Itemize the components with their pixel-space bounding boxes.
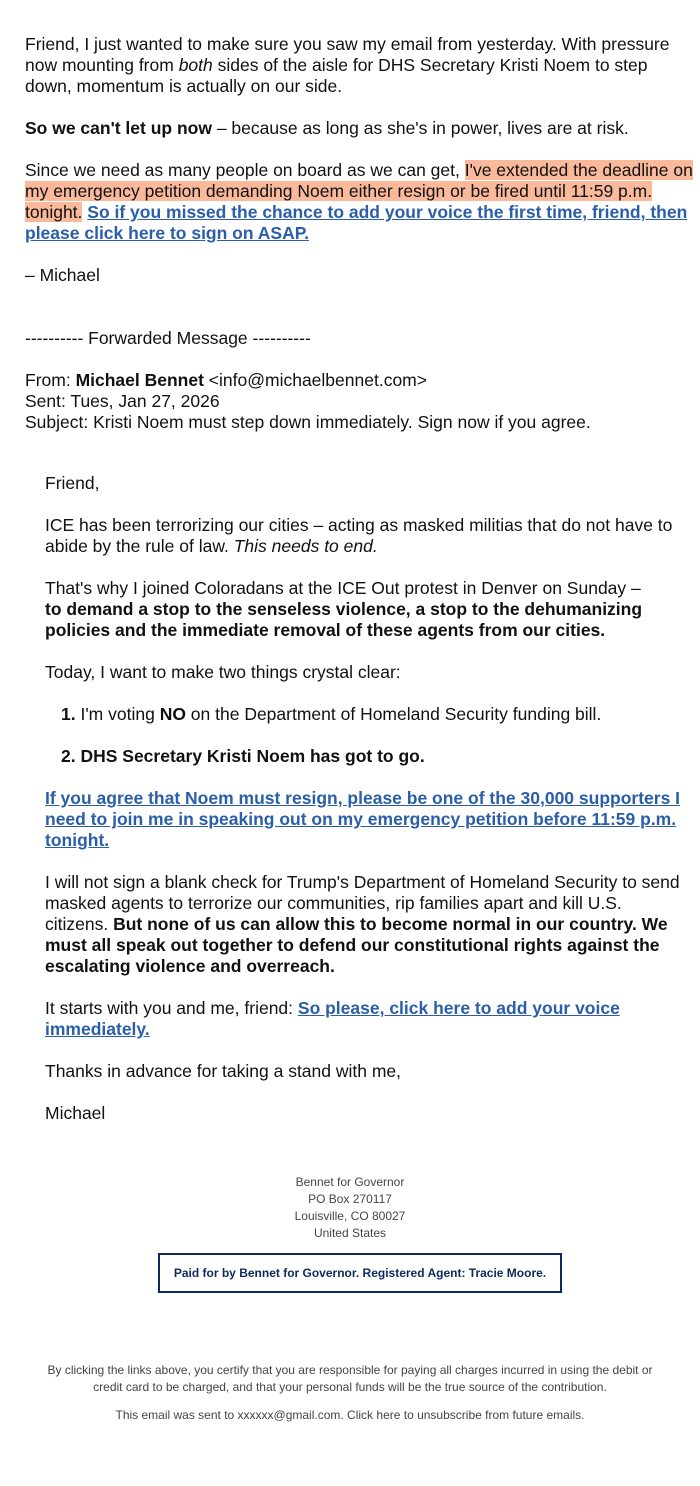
- petition-link-paragraph: [45, 788, 685, 851]
- highlighted-deadline-text: I've extended the deadline on my emergency petition demanding Noem either resign or be fired until 11:59 p.m. tonight.: [25, 160, 693, 222]
- body-signature: Michael: [45, 1103, 106, 1123]
- body-paragraph-3: Today, I want to make two things crystal clear:: [45, 662, 401, 682]
- body-paragraph-2: That's why I joined Coloradans at the ICE Out protest in Denver on Sunday – to demand a stop to the senseless violence, a stop to the dehumanizing policies and the immediate removal of these agents from our cities.: [45, 578, 643, 640]
- intro-paragraph-3: Since we need as many people on board as we can get, I've extended the deadline on my emergency petition demanding Noem either resign or be fired until 11:59 p.m. tonight. So if you missed the chance to add your voice the first time, friend, then please click here to sign on ASAP.: [25, 160, 693, 243]
- list-item-2: 2. DHS Secretary Kristi Noem has got to go.: [61, 746, 425, 766]
- forwarded-body: [45, 473, 685, 1124]
- sign-petition-link[interactable]: So if you missed the chance to add your voice the first time, friend, then please click here to sign on ASAP.: [25, 202, 688, 243]
- intro-paragraph-2: So we can't let up now – because as long as she's in power, lives are at risk.: [25, 118, 629, 138]
- forwarded-divider: ---------- Forwarded Message ----------: [25, 328, 311, 348]
- body-paragraph-4: I will not sign a blank check for Trump's Department of Homeland Security to send masked agents to terrorize our communities, rip families apart and kill U.S. citizens. But none of us can allow this to become normal in our country. We must all speak out together to defend our constitutional rights against the escalating violence and overreach.: [45, 872, 680, 976]
- sender-email: <info@michaelbennet.com>: [203, 370, 427, 390]
- forwarded-sent-date: Sent: Tues, Jan 27, 2026: [25, 391, 220, 411]
- petition-link[interactable]: If you agree that Noem must resign, please be one of the 30,000 supporters I need to join me in speaking out on my emergency petition before 11:59 p.m. tonight.: [45, 788, 681, 850]
- body-thanks: Thanks in advance for taking a stand with me,: [45, 1061, 402, 1081]
- email-intro: [25, 34, 695, 433]
- body-paragraph-5: It starts with you and me, friend: So please, click here to add your voice immediately.: [45, 998, 620, 1039]
- intro-signoff: – Michael: [25, 265, 100, 285]
- body-greeting: Friend,: [45, 473, 100, 493]
- intro-paragraph-1: Friend, I just wanted to make sure you saw my email from yesterday. With pressure now mounting from both sides of the aisle for DHS Secretary Kristi Noem to step down, momentum is actually on our side.: [25, 34, 670, 96]
- paid-for-disclaimer-box: Paid for by Bennet for Governor. Registered Agent: Tracie Moore.: [158, 1253, 562, 1293]
- list-item-1: 1. I'm voting NO on the Department of Homeland Security funding bill.: [61, 704, 602, 724]
- forwarded-subject: Subject: Kristi Noem must step down immediately. Sign now if you agree.: [25, 412, 591, 432]
- add-voice-link[interactable]: So please, click here to add your voice immediately.: [45, 998, 620, 1039]
- emphasis-both: both: [178, 55, 213, 75]
- forwarded-from: From: Michael Bennet <info@michaelbennet.com>: [25, 370, 427, 390]
- sender-name: Michael Bennet: [75, 370, 204, 390]
- body-paragraph-1: ICE has been terrorizing our cities – acting as masked militias that do not have to abide by the rule of law. This needs to end.: [45, 515, 673, 556]
- legal-disclaimer: By clicking the links above, you certify that you are responsible for paying all charges incurred in using the debit or credit card to be charged, and that your personal funds will be the true source of the contribution.: [47, 1363, 653, 1394]
- mailing-address: Bennet for Governor PO Box 270117 Louisville, CO 80027 United States: [294, 1175, 406, 1240]
- unsubscribe-notice[interactable]: This email was sent to xxxxxx@gmail.com. Click here to unsubscribe from future emails.: [115, 1408, 585, 1422]
